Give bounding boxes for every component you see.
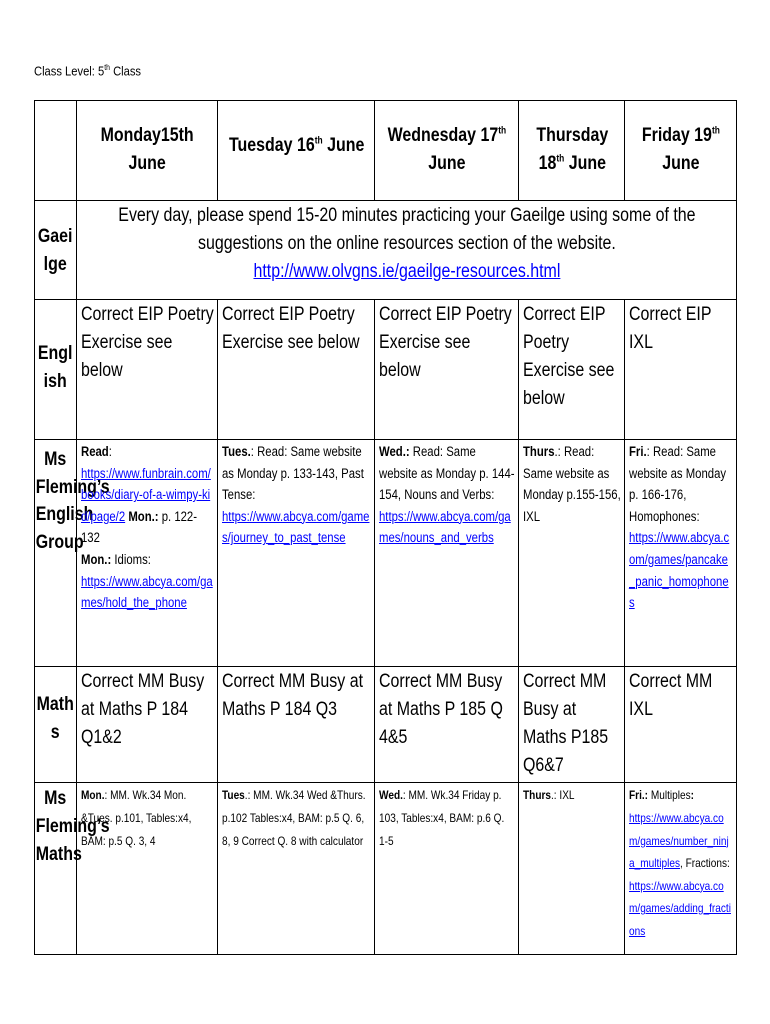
- mfe-wednesday-label: Wed.:: [379, 444, 410, 459]
- class-level-text: Class Level: 5: [34, 63, 105, 79]
- mfm-friday-label: Fri.:: [629, 788, 649, 803]
- english-subject: English: [38, 343, 73, 392]
- maths-tuesday: [218, 667, 375, 783]
- mfm-wednesday-text: : MM. Wk.34 Friday p. 103, Tables:x4, BAM: p.6 Q. 1-5: [379, 788, 505, 848]
- header-thursday-label: Thursday: [536, 125, 608, 146]
- header-wednesday-label: Wednesday 17: [387, 125, 499, 146]
- maths-thursday-text: Correct MM Busy at Maths P185 Q6&7: [523, 671, 609, 777]
- english-row: [35, 300, 737, 440]
- english-thursday-text: Correct EIP Poetry Exercise see below: [523, 304, 615, 410]
- mfm-tuesday: [218, 783, 375, 955]
- maths-subject-cell: [35, 667, 77, 783]
- ms-fleming-maths-subject: Ms Fleming’s Maths: [36, 788, 110, 865]
- mfm-wednesday-label: Wed.: [379, 788, 403, 803]
- mfm-thursday: [519, 783, 625, 955]
- header-wednesday-post: June: [428, 152, 466, 174]
- gaeilge-subject-cell: [35, 201, 77, 300]
- mfm-friday: [625, 783, 737, 955]
- mfe-tuesday-label: Tues.: [222, 444, 251, 459]
- mfe-monday-read-sep: :: [108, 444, 112, 459]
- header-thursday-post: June: [564, 152, 606, 174]
- mfe-thursday-text: .: Read: Same website as Monday p.155-156, IXL: [523, 444, 621, 524]
- mfe-monday: [77, 440, 218, 667]
- english-friday-text: Correct EIP IXL: [629, 304, 712, 354]
- mfe-monday-mon-text: p. 122-132: [81, 508, 198, 546]
- header-monday-label: Monday15th June: [100, 125, 195, 174]
- mfe-monday-mon2-label: Mon.:: [81, 551, 112, 567]
- funbrain-link[interactable]: https://www.funbrain.com/books/diary-of-a-wimpy-kid/page/2: [81, 465, 211, 524]
- mfe-thursday-label: Thurs: [523, 444, 555, 459]
- class-level-suffix: Class: [109, 63, 142, 79]
- journey-to-past-tense-link[interactable]: https://www.abcya.com/games/journey_to_past_tense: [222, 508, 370, 546]
- mfm-tuesday-label: Tues: [222, 788, 245, 803]
- mfm-friday-text: Multiples: [648, 788, 691, 803]
- maths-monday-text: Correct MM Busy at Maths P 184 Q1&2: [81, 671, 205, 749]
- adding-fractions-link[interactable]: https://www.abcya.com/games/adding_fractions: [629, 878, 731, 938]
- class-level-sup: th: [104, 63, 110, 72]
- header-friday-label: Friday 19: [641, 125, 713, 146]
- header-friday-post: June: [662, 152, 700, 174]
- mfe-wednesday-text: Read: Same website as Monday p. 144-154, Nouns and Verbs:: [379, 444, 515, 503]
- pancake-panic-link[interactable]: https://www.abcya.com/games/pancake_panic_homophones: [629, 530, 730, 611]
- maths-tuesday-text: Correct MM Busy at Maths P 184 Q3: [222, 671, 364, 721]
- header-monday: [77, 101, 218, 201]
- maths-wednesday: [375, 667, 519, 783]
- gaeilge-note-cell: [77, 201, 737, 300]
- maths-subject: Maths: [36, 694, 75, 743]
- gaeilge-subject: Gaeilge: [38, 226, 73, 275]
- english-friday: [625, 300, 737, 440]
- header-tuesday-label: Tuesday 16: [228, 135, 315, 156]
- nouns-and-verbs-link[interactable]: https://www.abcya.com/games/nouns_and_verbs: [379, 508, 511, 546]
- mfe-friday-text: : Read: Same website as Monday p. 166-176, Homophones:: [629, 444, 727, 524]
- english-subject-cell: [35, 300, 77, 440]
- class-level: [34, 63, 141, 78]
- gaeilge-note: Every day, please spend 15-20 minutes practicing your Gaeilge using some of the suggestions on the online resources section of the website.: [118, 205, 696, 254]
- ms-fleming-maths-row: [35, 783, 737, 955]
- ms-fleming-english-subject: Ms Fleming’s English Group: [36, 449, 110, 553]
- hold-the-phone-link[interactable]: https://www.abcya.com/games/hold_the_phone: [81, 573, 213, 611]
- number-ninja-link[interactable]: https://www.abcya.com/games/number_ninja_multiples: [629, 810, 729, 871]
- mfe-friday: [625, 440, 737, 667]
- mfe-monday-read-label: Read: [81, 444, 109, 459]
- header-tuesday-post: June: [322, 135, 365, 156]
- header-wednesday-sup: th: [498, 125, 507, 137]
- mfm-friday-colon: :: [690, 788, 694, 803]
- mfm-wednesday: [375, 783, 519, 955]
- mfm-monday: [77, 783, 218, 955]
- english-monday-text: Correct EIP Poetry Exercise see below: [81, 304, 214, 382]
- english-wednesday-text: Correct EIP Poetry Exercise see below: [379, 304, 512, 382]
- header-row: [35, 101, 737, 201]
- english-monday: [77, 300, 218, 440]
- maths-monday: [77, 667, 218, 783]
- gaeilge-resources-link[interactable]: http://www.olvgns.ie/gaeilge-resources.html: [253, 260, 561, 282]
- mfm-tuesday-text: .: MM. Wk.34 Wed &Thurs. p.102 Tables:x4, BAM: p.5 Q. 6, 8, 9 Correct Q. 8 with calculator: [222, 788, 366, 848]
- mfe-tuesday: [218, 440, 375, 667]
- english-wednesday: [375, 300, 519, 440]
- ms-fleming-english-row: [35, 440, 737, 667]
- header-friday-sup: th: [712, 125, 721, 137]
- header-thursday-sup: th: [556, 153, 565, 165]
- mfm-thursday-label: Thurs: [523, 788, 552, 803]
- mfm-thursday-text: .: IXL: [551, 788, 575, 803]
- mfe-tuesday-text: : Read: Same website as Monday p. 133-143, Past Tense:: [222, 444, 364, 503]
- mfm-monday-label: Mon.: [81, 788, 105, 803]
- header-wednesday: [375, 101, 519, 201]
- gaeilge-row: [35, 201, 737, 300]
- mfe-wednesday: [375, 440, 519, 667]
- weekly-plan-table: [34, 100, 737, 955]
- maths-friday-text: Correct MM IXL: [629, 671, 713, 721]
- header-friday: [625, 101, 737, 201]
- header-thursday: [519, 101, 625, 201]
- header-thursday-date: 18: [538, 152, 557, 174]
- mfe-monday-mon2-text: Idioms:: [111, 551, 151, 567]
- header-tuesday: [218, 101, 375, 201]
- mfe-thursday: [519, 440, 625, 667]
- header-corner: [35, 101, 77, 201]
- header-tuesday-sup: th: [314, 135, 323, 147]
- mfm-monday-text: : MM. Wk.34 Mon. &Tues. p.101, Tables:x4, BAM: p.5 Q. 3, 4: [81, 788, 192, 848]
- maths-friday: [625, 667, 737, 783]
- mfe-friday-label: Fri.: [629, 444, 647, 459]
- maths-thursday: [519, 667, 625, 783]
- maths-wednesday-text: Correct MM Busy at Maths P 185 Q 4&5: [379, 671, 503, 749]
- english-tuesday-text: Correct EIP Poetry Exercise see below: [222, 304, 360, 354]
- mfm-friday-fractions: , Fractions:: [679, 856, 730, 871]
- english-thursday: [519, 300, 625, 440]
- english-tuesday: [218, 300, 375, 440]
- mfe-monday-mon-label: Mon.:: [128, 508, 159, 524]
- maths-row: [35, 667, 737, 783]
